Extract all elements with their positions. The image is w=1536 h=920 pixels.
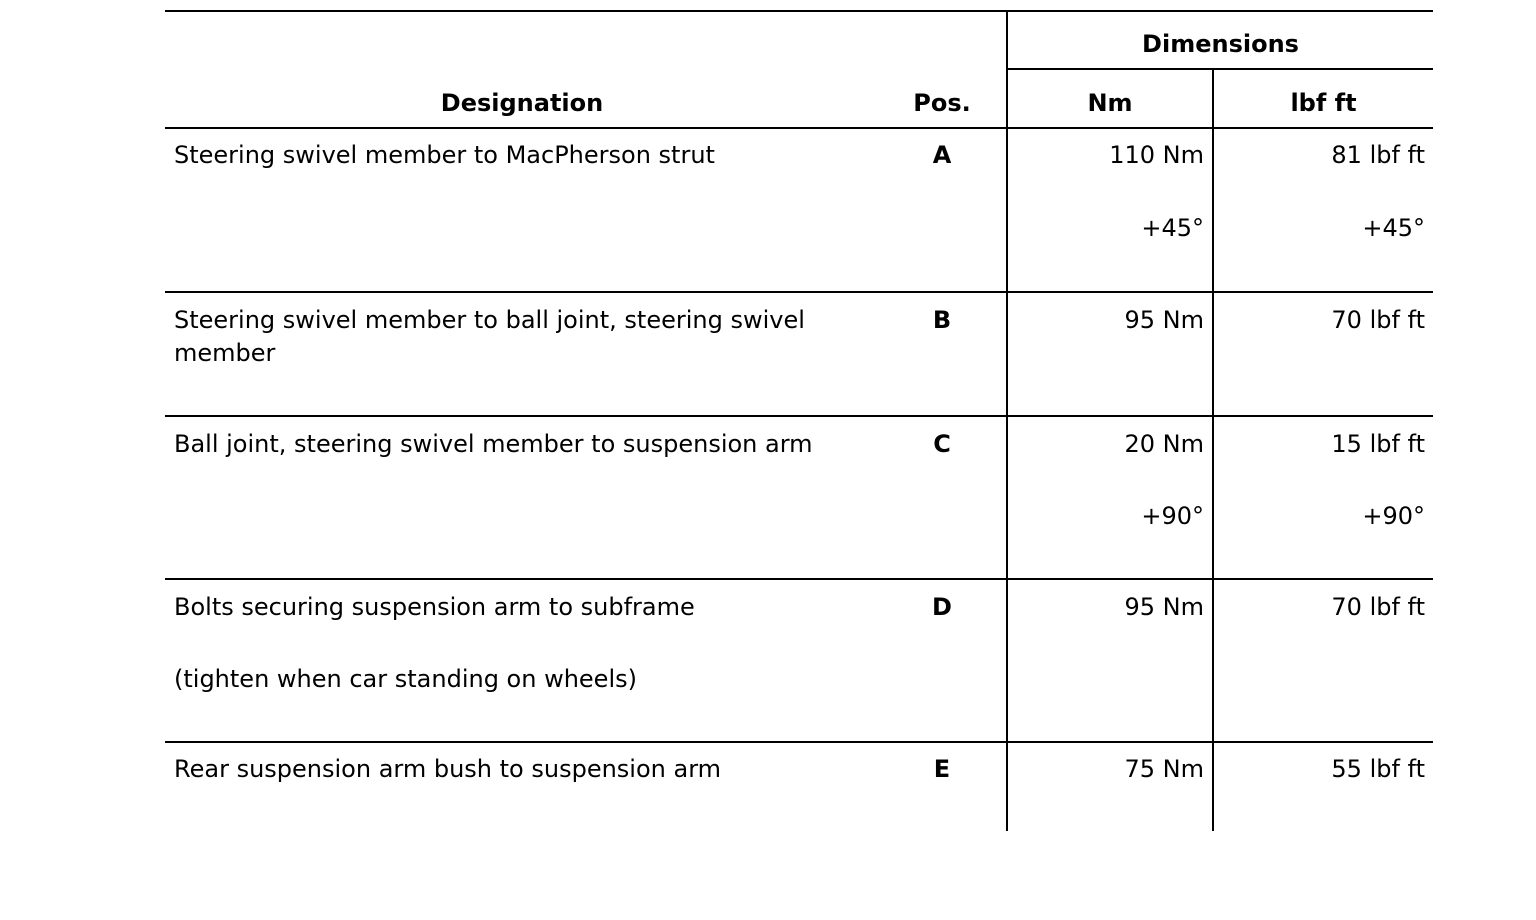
row-a-lbf-angle: +45° — [1362, 214, 1425, 242]
dimensions-header-rule — [1007, 68, 1433, 70]
table-top-rule — [165, 10, 1433, 12]
header-lbf: lbf ft — [1290, 89, 1357, 117]
row-e-pos: E — [933, 755, 951, 783]
header-nm: Nm — [1087, 89, 1133, 117]
row-c-nm-angle: +90° — [1141, 502, 1204, 530]
row-c-nm: 20 Nm — [1124, 430, 1204, 458]
row-a-nm: 110 Nm — [1109, 141, 1204, 169]
row-b-designation: Steering swivel member to ball joint, steering swivel member — [174, 306, 805, 367]
row-e-nm: 75 Nm — [1124, 755, 1204, 783]
row-c-lbf: 15 lbf ft — [1331, 430, 1425, 458]
row-b-nm: 95 Nm — [1124, 306, 1204, 334]
row-c-lbf-angle: +90° — [1362, 502, 1425, 530]
row-e-designation: Rear suspension arm bush to suspension arm — [174, 755, 722, 783]
row-d-note: (tighten when car standing on wheels) — [174, 665, 637, 693]
row-c-designation: Ball joint, steering swivel member to suspension arm — [174, 430, 813, 458]
row-d-lbf: 70 lbf ft — [1331, 593, 1425, 621]
row-divider-c — [165, 578, 1433, 580]
row-d-pos: D — [932, 593, 952, 621]
row-a-designation: Steering swivel member to MacPherson strut — [174, 141, 715, 169]
header-dimensions: Dimensions — [1142, 30, 1299, 58]
header-designation: Designation — [440, 89, 604, 117]
row-d-nm: 95 Nm — [1124, 593, 1204, 621]
row-b-lbf: 70 lbf ft — [1331, 306, 1425, 334]
row-e-lbf: 55 lbf ft — [1331, 755, 1425, 783]
row-divider-d — [165, 741, 1433, 743]
row-a-lbf: 81 lbf ft — [1331, 141, 1425, 169]
pos-nm-separator — [1006, 10, 1008, 831]
row-b-pos: B — [932, 306, 952, 334]
row-c-pos: C — [933, 430, 951, 458]
nm-lbf-separator — [1212, 68, 1214, 831]
row-divider-b — [165, 415, 1433, 417]
header-pos: Pos. — [913, 89, 971, 117]
row-a-nm-angle: +45° — [1141, 214, 1204, 242]
row-d-designation: Bolts securing suspension arm to subframe — [174, 593, 695, 621]
header-bottom-rule — [165, 127, 1433, 129]
row-a-pos: A — [932, 141, 952, 169]
row-divider-a — [165, 291, 1433, 293]
